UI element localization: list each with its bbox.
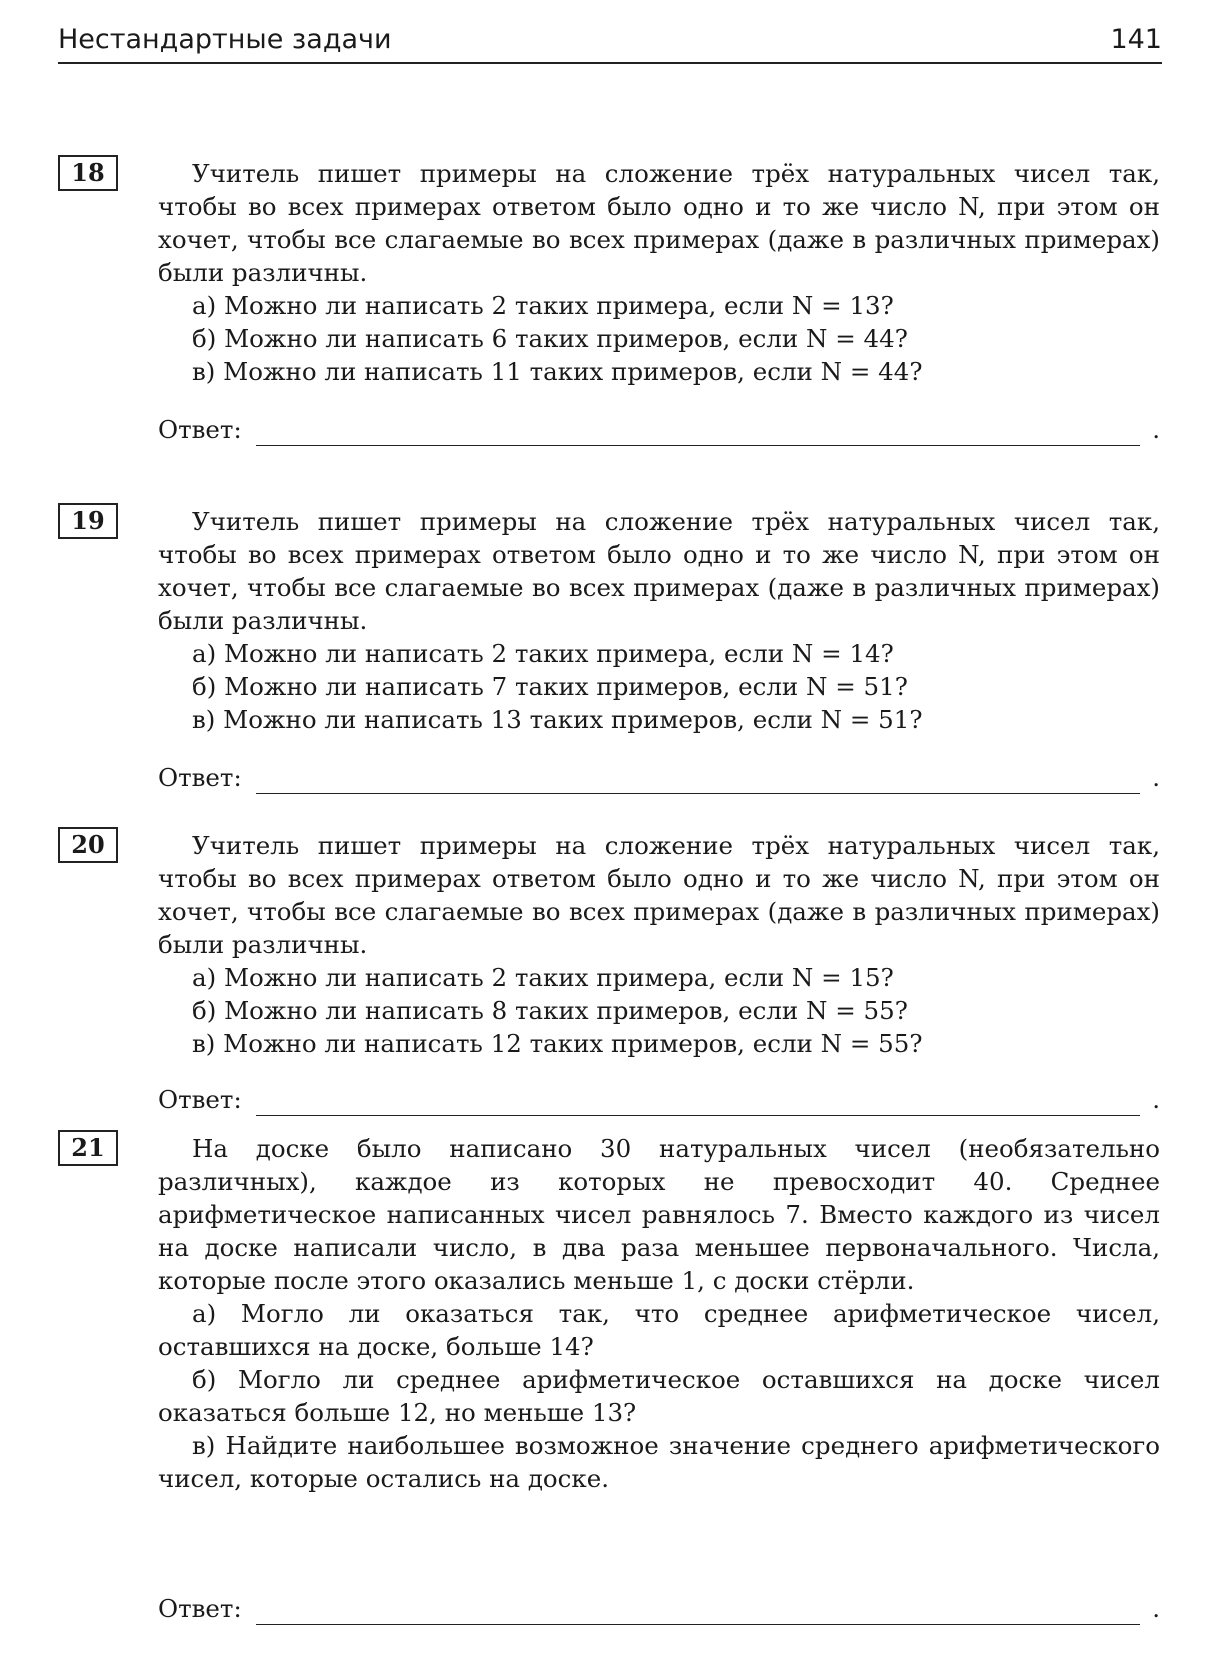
task-number: 20 bbox=[58, 827, 118, 863]
answer-label: Ответ: bbox=[158, 1085, 242, 1114]
answer-line-21[interactable] bbox=[158, 1594, 1160, 1628]
question-b: б) Можно ли написать 8 таких примеров, если N = 55? bbox=[192, 996, 908, 1025]
question-c: в) Можно ли написать 13 таких примеров, если N = 51? bbox=[192, 705, 923, 734]
section-title: Нестандартные задачи bbox=[58, 24, 392, 55]
question-c: в) Найдите наибольшее возможное значение среднего арифметического чисел, которые остались на доске. bbox=[158, 1431, 1160, 1493]
page-number: 141 bbox=[1110, 24, 1162, 55]
task-intro: На доске было написано 30 натуральных чисел (необязательно различных), каждое из которых не превосходит 40. Среднее арифметическое написанных чисел равнялось 7. Вместо каждого из чисел на доске написали число, в два раза меньшее первоначального. Числа, которые после этого оказались меньше 1, с доски стёрли. bbox=[158, 1134, 1160, 1295]
task-19 bbox=[58, 503, 1162, 736]
task-number: 19 bbox=[58, 503, 118, 539]
task-body bbox=[158, 827, 1160, 1060]
answer-period: . bbox=[1152, 415, 1160, 444]
answer-line-20[interactable] bbox=[158, 1085, 1160, 1119]
answer-line-18[interactable] bbox=[158, 415, 1160, 449]
answer-period: . bbox=[1152, 763, 1160, 792]
task-body bbox=[158, 155, 1160, 388]
answer-period: . bbox=[1152, 1594, 1160, 1623]
task-21 bbox=[58, 1130, 1162, 1495]
question-b: б) Можно ли написать 6 таких примеров, если N = 44? bbox=[192, 324, 908, 353]
answer-blank[interactable] bbox=[256, 445, 1140, 446]
question-a: а) Можно ли написать 2 таких примера, если N = 13? bbox=[192, 291, 894, 320]
task-intro: Учитель пишет примеры на сложение трёх натуральных чисел так, чтобы во всех примерах ответом было одно и то же число N, при этом он хочет, чтобы все слагаемые во всех примерах (даже в различных примерах) были различны. bbox=[158, 831, 1160, 959]
answer-label: Ответ: bbox=[158, 415, 242, 444]
task-18 bbox=[58, 155, 1162, 388]
task-intro: Учитель пишет примеры на сложение трёх натуральных чисел так, чтобы во всех примерах ответом было одно и то же число N, при этом он хочет, чтобы все слагаемые во всех примерах (даже в различных примерах) были различны. bbox=[158, 159, 1160, 287]
question-a: а) Можно ли написать 2 таких примера, если N = 15? bbox=[192, 963, 894, 992]
answer-line-19[interactable] bbox=[158, 763, 1160, 797]
task-intro: Учитель пишет примеры на сложение трёх натуральных чисел так, чтобы во всех примерах ответом было одно и то же число N, при этом он хочет, чтобы все слагаемые во всех примерах (даже в различных примерах) были различны. bbox=[158, 507, 1160, 635]
task-number: 21 bbox=[58, 1130, 118, 1166]
answer-blank[interactable] bbox=[256, 793, 1140, 794]
question-a: а) Могло ли оказаться так, что среднее арифметическое чисел, оставшихся на доске, больше 14? bbox=[158, 1299, 1160, 1361]
question-c: в) Можно ли написать 12 таких примеров, если N = 55? bbox=[192, 1029, 923, 1058]
task-body bbox=[158, 503, 1160, 736]
answer-label: Ответ: bbox=[158, 1594, 242, 1623]
question-c: в) Можно ли написать 11 таких примеров, если N = 44? bbox=[192, 357, 923, 386]
answer-blank[interactable] bbox=[256, 1115, 1140, 1116]
task-body bbox=[158, 1130, 1160, 1495]
task-20 bbox=[58, 827, 1162, 1060]
page-header bbox=[58, 18, 1162, 64]
task-number: 18 bbox=[58, 155, 118, 191]
answer-period: . bbox=[1152, 1085, 1160, 1114]
question-b: б) Могло ли среднее арифметическое оставшихся на доске чисел оказаться больше 12, но меньше 13? bbox=[158, 1365, 1160, 1427]
question-a: а) Можно ли написать 2 таких примера, если N = 14? bbox=[192, 639, 894, 668]
answer-blank[interactable] bbox=[256, 1624, 1140, 1625]
answer-label: Ответ: bbox=[158, 763, 242, 792]
question-b: б) Можно ли написать 7 таких примеров, если N = 51? bbox=[192, 672, 908, 701]
